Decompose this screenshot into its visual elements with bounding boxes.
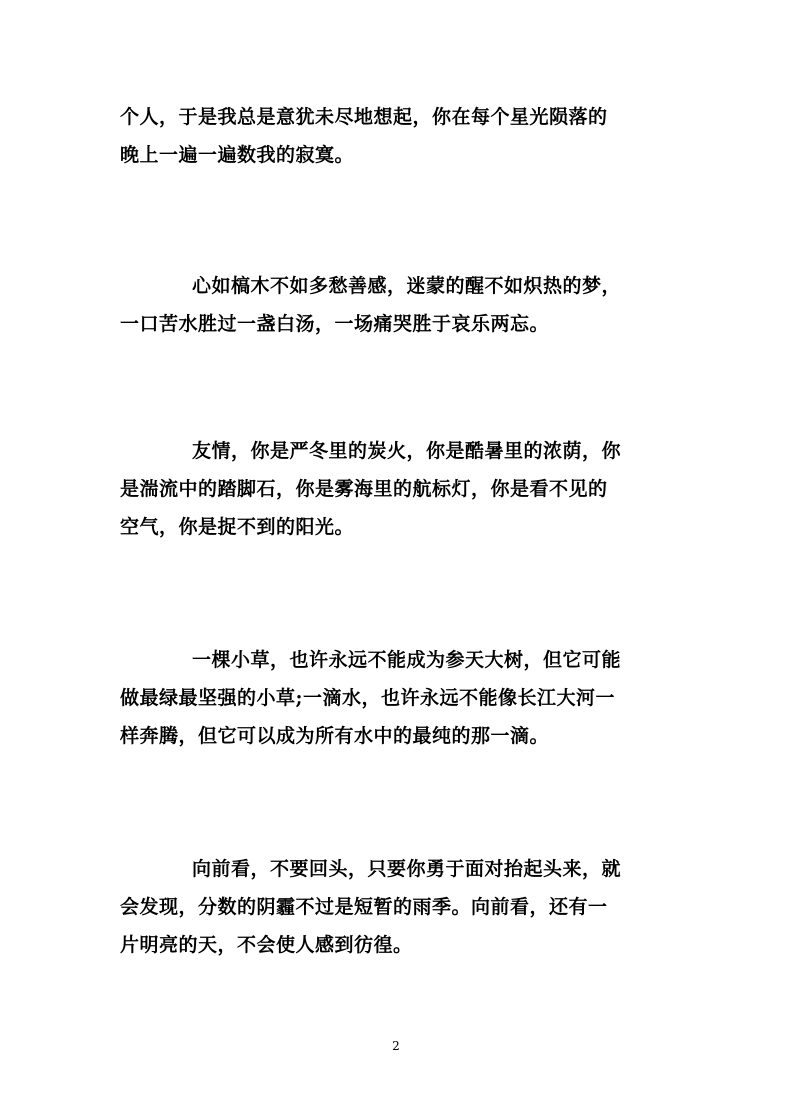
paragraph-5-line-2: 会发现，分数的阴霾不过是短暂的雨季。向前看，还有一	[120, 896, 608, 918]
paragraph-1-line-2: 晚上一遍一遍数我的寂寞。	[120, 144, 355, 166]
paragraph-2-line-1: 心如槁木不如多愁善感，迷蒙的醒不如炽热的梦，	[192, 275, 622, 297]
paragraph-4-line-1: 一棵小草，也许永远不能成为参天大树，但它可能	[192, 649, 622, 671]
paragraph-5	[120, 850, 666, 964]
paragraph-3-line-3: 空气，你是捉不到的阳光。	[120, 516, 355, 538]
paragraph-4-line-2: 做最绿最坚强的小草;一滴水，也许永远不能像长江大河一	[120, 687, 616, 709]
paragraph-2-line-2: 一口苦水胜过一盏白汤，一场痛哭胜于哀乐两忘。	[120, 313, 550, 335]
paragraph-5-line-1: 向前看，不要回头，只要你勇于面对抬起头来，就	[192, 858, 622, 880]
paragraph-1	[120, 98, 666, 174]
paragraph-2	[120, 267, 666, 343]
paragraph-4	[120, 641, 666, 755]
paragraph-1-line-1: 个人，于是我总是意犹未尽地想起，你在每个星光陨落的	[120, 106, 608, 128]
paragraph-3	[120, 432, 666, 546]
page-number: 2	[392, 1039, 400, 1053]
paragraph-4-line-3: 样奔腾，但它可以成为所有水中的最纯的那一滴。	[120, 725, 550, 747]
paragraph-3-line-1: 友情，你是严冬里的炭火，你是酷暑里的浓荫，你	[192, 440, 622, 462]
paragraph-3-line-2: 是湍流中的踏脚石，你是雾海里的航标灯，你是看不见的	[120, 478, 608, 500]
paragraph-5-line-3: 片明亮的天，不会使人感到彷徨。	[120, 934, 413, 956]
